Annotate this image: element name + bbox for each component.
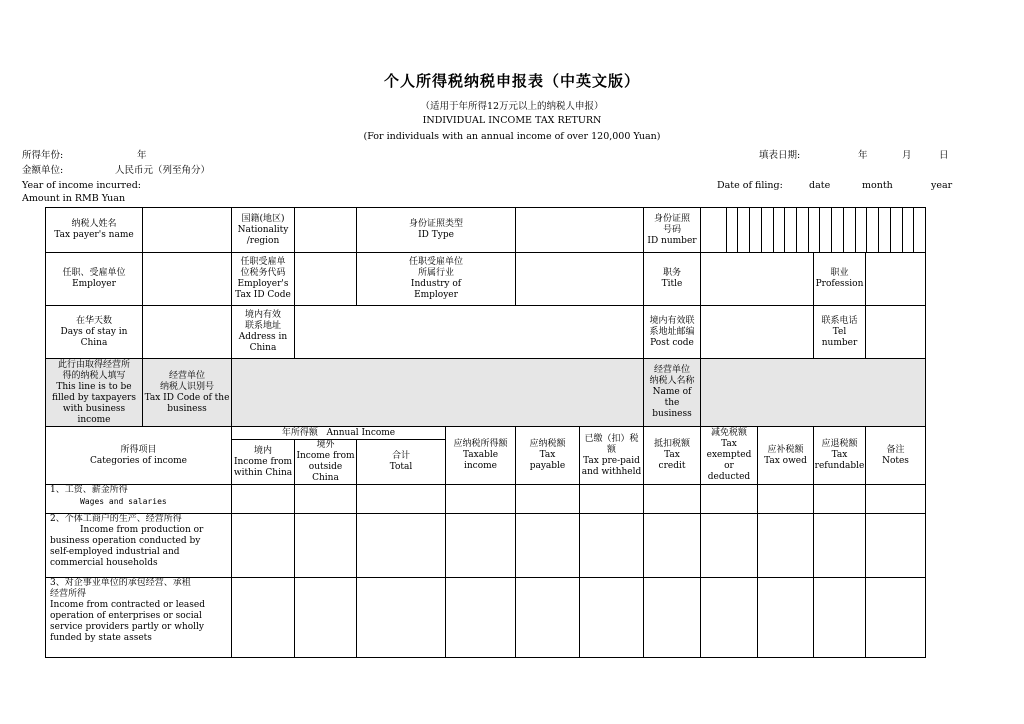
filing-month-en: month: [862, 180, 893, 191]
business-name-cn: 经营单位: [653, 365, 690, 375]
row-taxpayer: [46, 208, 926, 253]
annual-income-en: Annual Income: [326, 427, 396, 438]
id-digit-box[interactable]: [878, 208, 890, 252]
tax-payable-header: [516, 427, 580, 485]
year-unit: 年: [137, 150, 147, 161]
tax-owed-header: [758, 427, 814, 485]
total-income-header: [357, 440, 446, 485]
filing-month-unit: 月: [902, 150, 912, 161]
address-cn: 境内有效: [244, 310, 281, 320]
income-cell[interactable]: [357, 578, 446, 658]
income-category-business: [46, 514, 232, 578]
income-cell[interactable]: [644, 485, 701, 514]
tax-refund-en: Tax: [831, 450, 848, 460]
income-cell[interactable]: [516, 578, 580, 658]
income-category-contracted-en-3: service providers partly or wholly: [50, 622, 204, 632]
days-cn: 在华天数: [75, 315, 112, 326]
filing-date-en: date: [809, 180, 831, 191]
business-taxid-label: [143, 359, 232, 427]
filing-date-label: 填表日期:: [759, 150, 801, 161]
business-name-en-2: business: [652, 409, 692, 419]
tax-refund-en-2: refundable: [814, 461, 865, 471]
income-category-contracted-cn: 3、对企事业单位的承包经营、承租: [50, 578, 191, 588]
nationality-field[interactable]: [295, 208, 357, 253]
taxpayer-name-label: [46, 208, 143, 253]
amount-label: 金额单位:: [22, 165, 64, 176]
address-field[interactable]: [295, 306, 644, 359]
income-category-en: Categories of income: [90, 455, 187, 466]
domestic-income-en-2: within China: [233, 467, 293, 478]
business-taxid-en-2: business: [167, 403, 207, 414]
business-taxid-field[interactable]: [232, 359, 644, 427]
nationality-en-2: /region: [246, 235, 280, 246]
tax-refund-header: [814, 427, 866, 485]
tax-exempt-en-3: deducted: [707, 472, 751, 482]
income-cell[interactable]: [644, 514, 701, 578]
tax-credit-en-2: credit: [658, 461, 686, 471]
business-taxid-en: Tax ID Code of the: [144, 392, 230, 403]
income-category-contracted-en-2: operation of enterprises or social: [50, 611, 202, 621]
year-label-en: Year of income incurred:: [22, 180, 141, 191]
income-cell[interactable]: [644, 578, 701, 658]
amount-unit: 人民币元（列至角分）: [115, 165, 211, 176]
job-title-en: Title: [661, 279, 683, 289]
id-digit-box[interactable]: [796, 208, 808, 252]
amount-label-en: Amount in RMB Yuan: [22, 193, 126, 204]
tax-payable-en-2: payable: [529, 461, 566, 471]
employer-taxid-cn-2: 位税务代码: [240, 268, 286, 278]
taxpayer-name-en: Tax payer's name: [54, 230, 134, 240]
income-category-contracted-cn-2: 经营所得: [50, 589, 87, 599]
employer-taxid-cn: 任职受雇单: [240, 257, 286, 267]
taxable-income-header: [446, 427, 516, 485]
income-cell[interactable]: [866, 485, 926, 514]
profession-field[interactable]: [866, 253, 926, 306]
income-cell[interactable]: [866, 578, 926, 658]
income-cell[interactable]: [232, 514, 295, 578]
nationality-en: Nationality: [237, 224, 289, 235]
industry-cn-2: 所属行业: [417, 268, 454, 278]
business-name-cn-2: 纳税人名称: [649, 376, 695, 386]
income-cell[interactable]: [446, 514, 516, 578]
id-digit-box[interactable]: [831, 208, 843, 252]
business-name-field[interactable]: [701, 359, 926, 427]
total-income-en: Total: [389, 462, 413, 472]
income-cell[interactable]: [580, 485, 644, 514]
tax-owed-en: Tax owed: [764, 455, 807, 466]
income-cell[interactable]: [758, 514, 814, 578]
income-category-business-cn: 2、个体工商户的生产、经营所得: [50, 514, 182, 524]
foreign-income-en-2: outside China: [308, 462, 343, 483]
income-category-wages-en: Wages and salaries: [80, 497, 167, 506]
nationality-cn: 国籍(地区): [241, 213, 285, 224]
tax-prepaid-cn-2: 额: [606, 444, 616, 455]
total-income-cn: 合计: [391, 451, 410, 461]
income-cell[interactable]: [232, 485, 295, 514]
income-cell[interactable]: [446, 578, 516, 658]
days-label: [46, 306, 143, 359]
id-digit-box[interactable]: [726, 208, 738, 252]
taxable-income-en-2: income: [464, 461, 497, 471]
address-cn-2: 联系地址: [244, 321, 281, 331]
tax-refund-cn: 应退税额: [821, 439, 858, 449]
industry-en-2: Employer: [414, 290, 458, 300]
profession-cn: 职业: [830, 268, 849, 278]
business-note-cn: 此行由取得经营所: [57, 359, 130, 370]
income-category-cn: 所得项目: [120, 444, 157, 455]
business-taxid-cn-2: 纳税人识别号: [159, 381, 214, 392]
income-category-contracted-en-4: funded by state assets: [50, 633, 152, 643]
id-digit-box[interactable]: [737, 208, 749, 252]
id-digit-box[interactable]: [761, 208, 773, 252]
income-category-header: [46, 427, 232, 485]
employer-taxid-en-2: Tax ID Code: [235, 290, 291, 300]
employer-cn: 任职、受雇单位: [62, 268, 126, 278]
income-header-row-1: [46, 427, 926, 440]
tax-exempt-header: [701, 427, 758, 485]
business-note-cn-2: 得的纳税人填写: [62, 370, 126, 381]
income-category-business-en-3: self-employed industrial and: [50, 547, 180, 557]
employer-taxid-en: Employer's: [237, 279, 289, 289]
tax-prepaid-header: [580, 427, 644, 485]
business-note-en-2: filled by taxpayers: [52, 392, 136, 403]
tel-en: Tel number: [821, 326, 858, 348]
id-number-label: [644, 208, 701, 253]
address-en-2: China: [249, 343, 277, 353]
income-cell[interactable]: [295, 485, 357, 514]
income-cell[interactable]: [357, 485, 446, 514]
address-en: Address in: [238, 332, 288, 342]
income-row-contracted: [46, 578, 926, 658]
income-cell[interactable]: [295, 578, 357, 658]
income-cell[interactable]: [357, 514, 446, 578]
income-category-contracted-en: Income from contracted or leased: [50, 600, 205, 610]
id-digit-box[interactable]: [715, 208, 726, 252]
notes-header: [866, 427, 926, 485]
employer-field[interactable]: [143, 253, 232, 306]
form-subtitle-cn: （适用于年所得12万元以上的纳税人申报）: [420, 101, 604, 112]
income-cell[interactable]: [814, 485, 866, 514]
industry-label: [357, 253, 516, 306]
postcode-cn-2: 系地址邮编: [649, 326, 695, 337]
row-business: [46, 359, 926, 427]
taxable-income-en: Taxable: [462, 450, 499, 460]
business-taxid-cn: 经营单位: [168, 370, 205, 381]
taxpayer-name-cn: 纳税人姓名: [71, 219, 117, 229]
income-cell[interactable]: [516, 485, 580, 514]
industry-cn: 任职受雇单位: [408, 257, 463, 267]
income-cell[interactable]: [758, 485, 814, 514]
income-row-business: [46, 514, 926, 578]
income-cell[interactable]: [701, 578, 758, 658]
id-type-en: ID Type: [418, 230, 454, 240]
income-cell[interactable]: [580, 578, 644, 658]
business-name-en: Name of the: [652, 387, 692, 408]
income-category-wages: [46, 485, 232, 514]
address-label: [232, 306, 295, 359]
id-digit-box[interactable]: [866, 208, 878, 252]
id-type-field[interactable]: [516, 208, 644, 253]
id-digit-box[interactable]: [819, 208, 831, 252]
id-digit-box[interactable]: [913, 208, 925, 252]
year-label: 所得年份:: [22, 150, 64, 161]
income-cell[interactable]: [446, 485, 516, 514]
id-number-cn-2: 号码: [662, 224, 681, 235]
id-number-en: ID number: [647, 235, 697, 246]
filing-year-en: year: [931, 180, 953, 191]
income-cell[interactable]: [814, 514, 866, 578]
postcode-field[interactable]: [701, 306, 814, 359]
job-title-field[interactable]: [701, 253, 814, 306]
postcode-en: Post code: [650, 337, 694, 348]
id-digit-box[interactable]: [784, 208, 796, 252]
industry-field[interactable]: [516, 253, 644, 306]
tax-owed-cn: 应补税额: [767, 444, 804, 455]
id-digit-box[interactable]: [843, 208, 855, 252]
income-cell[interactable]: [866, 514, 926, 578]
profession-en: Profession: [815, 279, 864, 289]
taxable-income-cn: 应纳税所得额: [453, 439, 508, 449]
job-title-label: [644, 253, 701, 306]
domestic-income-cn: 境内: [253, 445, 272, 456]
tax-exempt-en: Tax: [721, 439, 737, 449]
income-cell[interactable]: [758, 578, 814, 658]
income-cell[interactable]: [701, 514, 758, 578]
id-digit-box[interactable]: [902, 208, 914, 252]
foreign-income-header: [295, 440, 357, 485]
profession-label: [814, 253, 866, 306]
tax-payable-cn: 应纳税额: [529, 439, 566, 449]
row-employer: [46, 253, 926, 306]
days-en: Days of stay in China: [60, 326, 128, 348]
id-digit-box[interactable]: [808, 208, 820, 252]
id-number-field[interactable]: [701, 208, 926, 253]
income-cell[interactable]: [232, 578, 295, 658]
income-category-wages-cn: 1、工资、薪金所得: [50, 485, 128, 495]
income-category-business-en: Income from production or: [80, 525, 204, 535]
income-category-contracted: [46, 578, 232, 658]
filing-year-unit: 年: [858, 150, 868, 161]
annual-income-header: [232, 427, 446, 440]
tax-prepaid-en-2: and withheld: [581, 466, 642, 477]
employer-taxid-field[interactable]: [295, 253, 357, 306]
tax-exempt-cn: 减免税额: [710, 428, 747, 438]
industry-en: Industry of: [410, 279, 462, 289]
filing-day-unit: 日: [939, 150, 949, 161]
income-row-wages: [46, 485, 926, 514]
days-field[interactable]: [143, 306, 232, 359]
income-cell[interactable]: [295, 514, 357, 578]
tax-payable-en: Tax: [539, 450, 556, 460]
domestic-income-en: Income from: [233, 456, 293, 467]
tax-credit-cn: 抵扣税额: [653, 439, 690, 449]
postcode-label: [644, 306, 701, 359]
id-number-digit-boxes: [715, 208, 925, 252]
id-digit-box[interactable]: [890, 208, 902, 252]
tax-credit-header: [644, 427, 701, 485]
foreign-income-cn: 境外: [316, 440, 335, 450]
annual-income-cn: 年所得额: [281, 427, 318, 438]
form-subtitle-en-2: (For individuals with an annual income of over 120,000 Yuan): [363, 131, 661, 142]
business-name-label: [644, 359, 701, 427]
id-type-label: [357, 208, 516, 253]
notes-en: Notes: [882, 455, 909, 466]
tax-prepaid-cn: 已缴（扣）税: [584, 433, 639, 444]
tel-label: [814, 306, 866, 359]
tax-prepaid-en: Tax pre-paid: [583, 455, 640, 466]
income-cell[interactable]: [580, 514, 644, 578]
notes-cn: 备注: [886, 444, 905, 455]
id-digit-box[interactable]: [855, 208, 867, 252]
tax-credit-en: Tax: [664, 450, 680, 460]
postcode-cn: 境内有效联: [649, 315, 695, 326]
business-note-en-3: with business income: [62, 403, 126, 425]
employer-taxid-label: [232, 253, 295, 306]
row-contact: [46, 306, 926, 359]
tel-cn: 联系电话: [821, 315, 858, 326]
income-cell[interactable]: [814, 578, 866, 658]
job-title-cn: 职务: [662, 268, 681, 278]
id-number-cn: 身份证照: [653, 213, 690, 224]
filing-date-label-en: Date of filing:: [717, 180, 783, 191]
tax-exempt-en-2: exempted or: [706, 450, 752, 471]
nationality-label: [232, 208, 295, 253]
id-type-cn: 身份证照类型: [408, 219, 463, 229]
business-note-en: This line is to be: [56, 381, 132, 392]
income-category-business-en-4: commercial households: [50, 558, 158, 568]
income-cell[interactable]: [701, 485, 758, 514]
income-cell[interactable]: [516, 514, 580, 578]
taxpayer-name-field[interactable]: [143, 208, 232, 253]
form-title: 个人所得税纳税申报表（中英文版）: [383, 72, 640, 90]
tax-return-form: [45, 207, 926, 658]
tel-field[interactable]: [866, 306, 926, 359]
income-category-business-en-2: business operation conducted by: [50, 536, 201, 546]
business-note: [46, 359, 143, 427]
employer-en: Employer: [72, 279, 116, 289]
form-subtitle-en: INDIVIDUAL INCOME TAX RETURN: [422, 115, 602, 126]
employer-label: [46, 253, 143, 306]
foreign-income-en: Income from: [296, 451, 355, 461]
id-digit-box[interactable]: [773, 208, 785, 252]
domestic-income-header: [232, 440, 295, 485]
id-digit-box[interactable]: [749, 208, 761, 252]
